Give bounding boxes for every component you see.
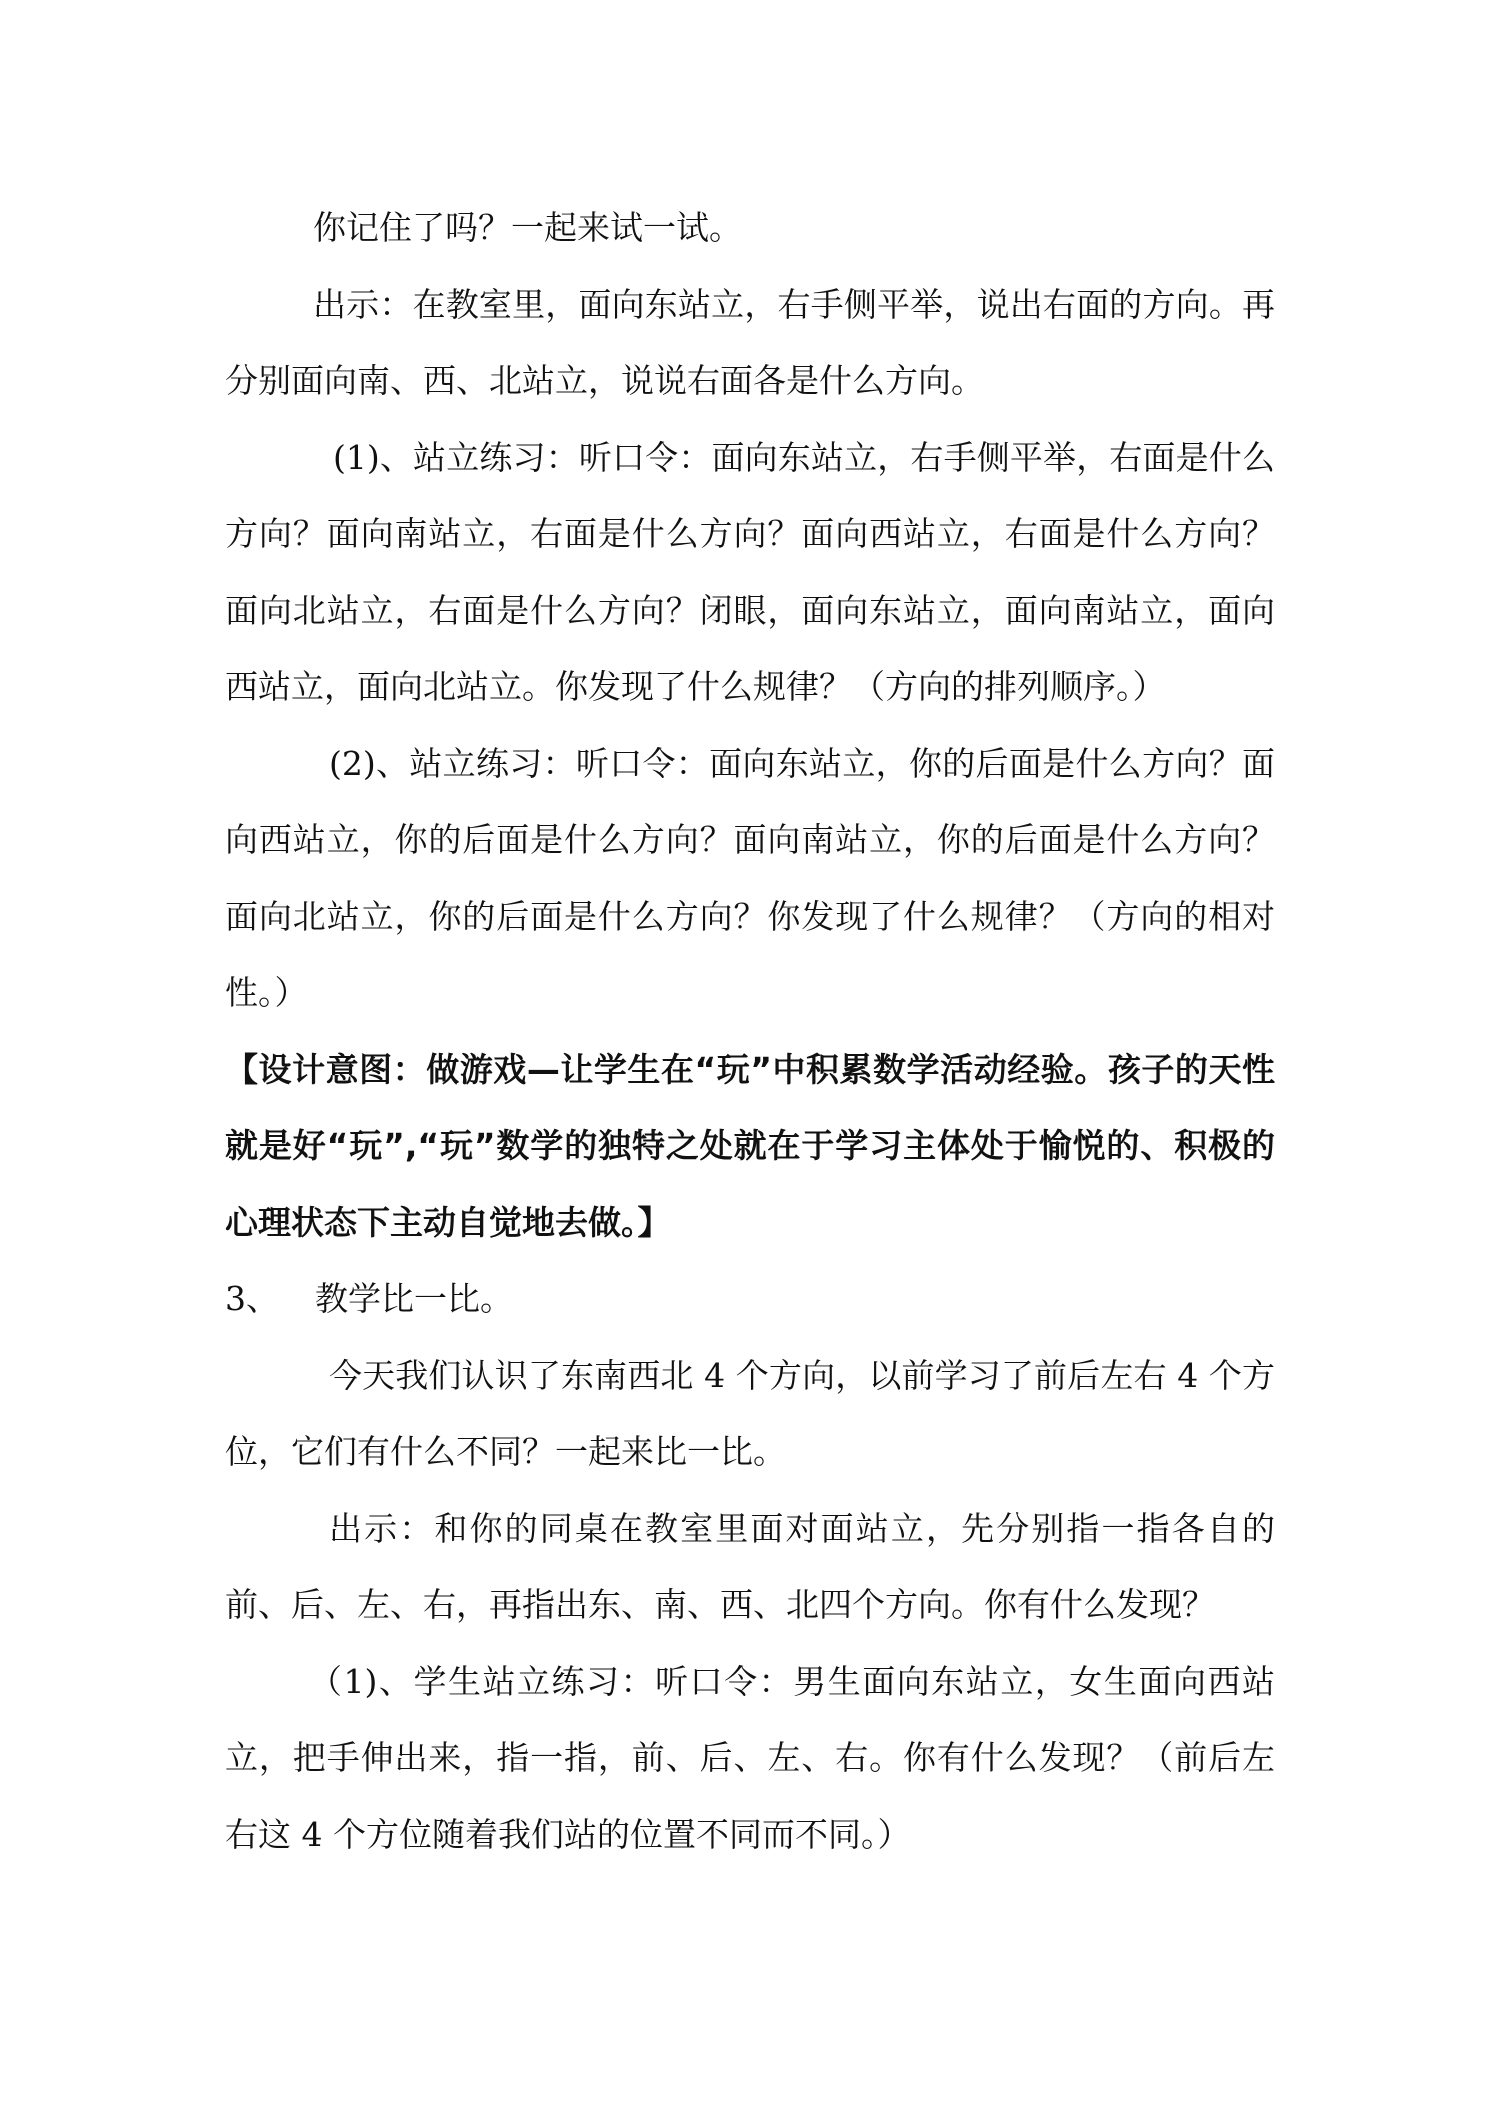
paragraph-show-deskmate: 出示：和你的同桌在教室里面对面站立，先分别指一指各自的前、后、左、右，再指出东、南、西、北四个方向。你有什么发现？ <box>225 1508 1275 1624</box>
section-number: 3、 <box>225 1279 279 1318</box>
paragraph-student-practice: （1)、学生站立练习：听口令：男生面向东站立，女生面向西站立，把手伸出来，指一指，前、后、左、右。你有什么发现？（前后左右这 4 个方位随着我们站的位置不同而不同。） <box>225 1661 1275 1854</box>
paragraph-show-right-direction: 出示：在教室里，面向东站立，右手侧平举，说出右面的方向。再分别面向南、西、北站立，说说右面各是什么方向。 <box>225 284 1275 400</box>
paragraph-practice-1: (1)、站立练习：听口令：面向东站立，右手侧平举，右面是什么方向？面向南站立，右面是什么方向？面向西站立，右面是什么方向？面向北站立，右面是什么方向？闭眼，面向东站立，面向南站立，面向西站立，面向北站立。你发现了什么规律？（方向的排列顺序。） <box>225 437 1275 706</box>
paragraph-design-intent: 【设计意图：做游戏—让学生在“玩”中积累数学活动经验。孩子的天性就是好“玩”,“玩”数学的独特之处就在于学习主体处于愉悦的、积极的心理状态下主动自觉地去做。】 <box>225 1049 1275 1242</box>
section-title: 教学比一比。 <box>315 1279 513 1318</box>
paragraph-try-it: 你记住了吗？一起来试一试。 <box>313 208 742 247</box>
document-body <box>225 190 1275 1873</box>
paragraph-compare-intro: 今天我们认识了东南西北 4 个方向，以前学习了前后左右 4 个方位，它们有什么不同？一起来比一比。 <box>225 1355 1275 1471</box>
paragraph-practice-2: (2)、站立练习：听口令：面向东站立，你的后面是什么方向？面向西站立，你的后面是什么方向？面向南站立，你的后面是什么方向？面向北站立，你的后面是什么方向？你发现了什么规律？（方向的相对性。） <box>225 743 1275 1012</box>
section-heading <box>225 1261 1275 1338</box>
